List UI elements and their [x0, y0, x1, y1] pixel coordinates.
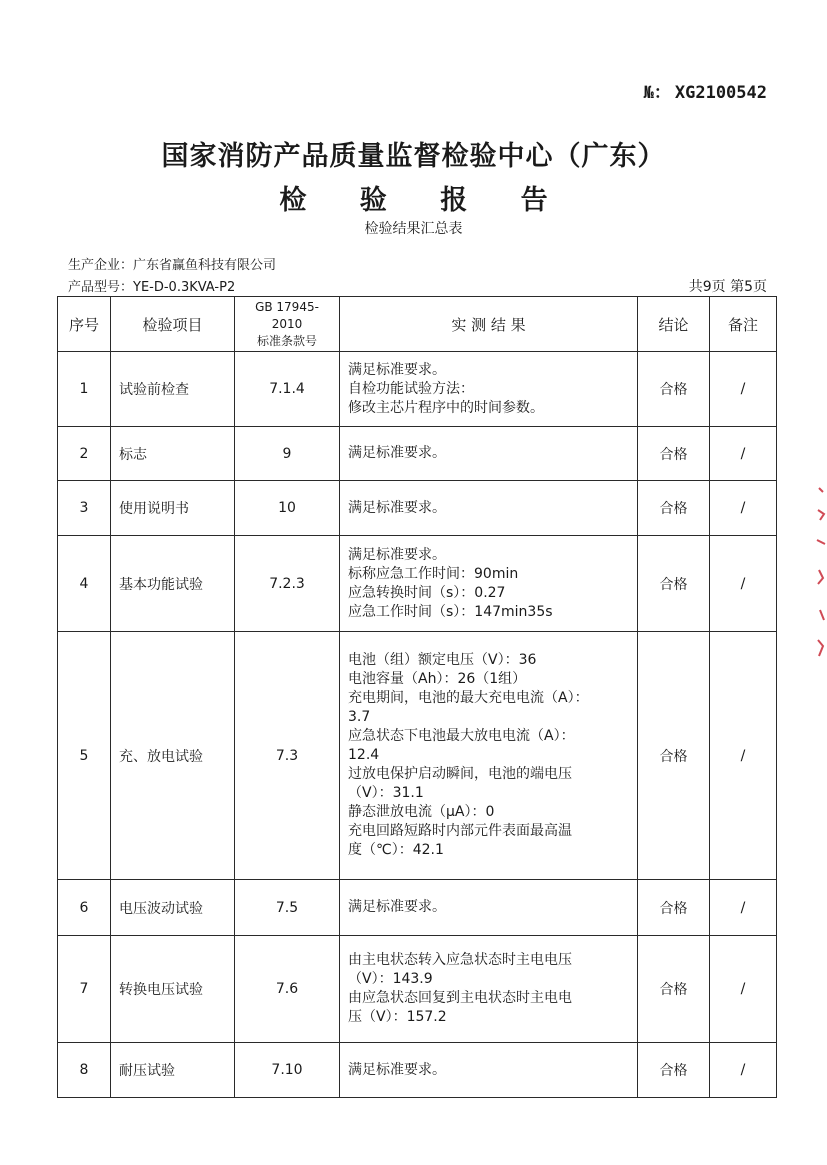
cell-clause: 7.2.3: [235, 536, 340, 632]
result-line: 满足标准要求。: [348, 499, 446, 516]
cell-clause: 7.1.4: [235, 352, 340, 427]
cell-remark: /: [710, 632, 777, 880]
result-line: 满足标准要求。: [348, 899, 446, 915]
organization-title: 国家消防产品质量监督检验中心（广东）: [161, 141, 666, 172]
cell-item: 充、放电试验: [111, 632, 235, 880]
result-line: 充电回路短路时内部元件表面最高温: [348, 823, 572, 839]
report-number-label: №：: [643, 83, 671, 103]
cell-seq: 5: [58, 632, 111, 880]
cell-remark: /: [710, 481, 777, 536]
cell-item: 标志: [111, 427, 235, 481]
result-line: 压（V）：157.2: [348, 1009, 447, 1025]
cell-remark: /: [710, 427, 777, 481]
seal-fragment: [813, 480, 827, 670]
header-standard-line1: GB 17945-2010: [255, 299, 319, 331]
table-row: [58, 1043, 777, 1098]
table-row: [58, 880, 777, 936]
header-conclusion: 结论: [638, 297, 710, 352]
cell-conclusion: 合格: [638, 632, 710, 880]
header-result: 实 测 结 果: [340, 297, 638, 352]
cell-clause: 7.6: [235, 936, 340, 1043]
result-line: 充电期间，电池的最大充电电流（A）：: [348, 690, 589, 706]
cell-clause: 7.5: [235, 880, 340, 936]
cell-seq: 8: [58, 1043, 111, 1098]
cell-conclusion: 合格: [638, 352, 710, 427]
cell-item: 耐压试验: [111, 1043, 235, 1098]
header-standard: [235, 297, 340, 352]
cell-clause: 7.10: [235, 1043, 340, 1098]
page-count: 共9页 第5页: [688, 279, 767, 295]
header-standard-line2: 标准条款号: [256, 333, 317, 348]
cell-conclusion: 合格: [638, 880, 710, 936]
cell-item: 基本功能试验: [111, 536, 235, 632]
result-line: 满足标准要求。: [348, 546, 446, 563]
cell-seq: 4: [58, 536, 111, 632]
result-line: 满足标准要求。: [348, 1061, 446, 1078]
cell-conclusion: 合格: [638, 1043, 710, 1098]
table-row: [58, 632, 777, 880]
table-row: [58, 936, 777, 1043]
cell-seq: 1: [58, 352, 111, 427]
header-seq: 序号: [58, 297, 111, 352]
report-number: [644, 78, 767, 103]
manufacturer: 生产企业：广东省赢鱼科技有限公司: [68, 258, 277, 273]
header-remark: 备注: [710, 297, 777, 352]
result-line: 过放电保护启动瞬间，电池的端电压: [348, 766, 572, 782]
cell-seq: 2: [58, 427, 111, 481]
cell-remark: /: [710, 880, 777, 936]
cell-seq: 6: [58, 880, 111, 936]
cell-result: [340, 936, 638, 1043]
cell-result: [340, 880, 638, 936]
product-model: 产品型号：YE-D-0.3KVA-P2: [68, 280, 236, 295]
result-line: （V）：31.1: [348, 785, 424, 801]
table-row: [58, 427, 777, 481]
result-line: 应急状态下电池最大放电电流（A）：: [348, 728, 575, 744]
table-body: [58, 352, 777, 1098]
cell-seq: 3: [58, 481, 111, 536]
result-line: 由应急状态回复到主电状态时主电电: [348, 990, 572, 1006]
result-line: 3.7: [348, 709, 371, 725]
result-line: 12.4: [348, 747, 380, 763]
cell-result: [340, 1043, 638, 1098]
report-number-value: XG2100542: [674, 83, 767, 103]
cell-conclusion: 合格: [638, 936, 710, 1043]
result-line: 自检功能试验方法：: [348, 380, 474, 397]
table-row: [58, 536, 777, 632]
cell-item: 使用说明书: [111, 481, 235, 536]
cell-result: [340, 427, 638, 481]
cell-result: [340, 536, 638, 632]
cell-item: 试验前检查: [111, 352, 235, 427]
cell-remark: /: [710, 352, 777, 427]
cell-clause: 7.3: [235, 632, 340, 880]
cell-remark: /: [710, 936, 777, 1043]
cell-seq: 7: [58, 936, 111, 1043]
table-row: [58, 352, 777, 427]
document-title: 检 验 报 告: [279, 185, 570, 216]
result-line: 静态泄放电流（μA）：0: [348, 804, 495, 820]
result-line: 由主电状态转入应急状态时主电电压: [348, 952, 572, 968]
result-line: 应急工作时间（s）：147min35s: [348, 603, 553, 620]
result-line: 电池容量（Ah）：26（1组）: [348, 671, 527, 687]
result-line: 标称应急工作时间：90min: [348, 565, 519, 582]
cell-remark: /: [710, 1043, 777, 1098]
cell-item: 转换电压试验: [111, 936, 235, 1043]
cell-result: [340, 481, 638, 536]
cell-result: [340, 352, 638, 427]
result-line: 满足标准要求。: [348, 361, 446, 378]
cell-clause: 9: [235, 427, 340, 481]
result-line: 满足标准要求。: [348, 445, 446, 461]
result-line: 度（℃）：42.1: [348, 842, 444, 858]
document-subtitle: 检验结果汇总表: [364, 221, 463, 237]
result-line: （V）：143.9: [348, 971, 433, 987]
cell-clause: 10: [235, 481, 340, 536]
result-line: 电池（组）额定电压（V）：36: [348, 652, 537, 668]
cell-conclusion: 合格: [638, 481, 710, 536]
results-table: [57, 296, 777, 1098]
cell-item: 电压波动试验: [111, 880, 235, 936]
cell-result: [340, 632, 638, 880]
cell-conclusion: 合格: [638, 536, 710, 632]
header-item: 检验项目: [111, 297, 235, 352]
result-line: 应急转换时间（s）：0.27: [348, 584, 506, 601]
table-header-row: [58, 297, 777, 352]
result-line: 修改主芯片程序中的时间参数。: [348, 399, 544, 416]
cell-remark: /: [710, 536, 777, 632]
table-row: [58, 481, 777, 536]
cell-conclusion: 合格: [638, 427, 710, 481]
